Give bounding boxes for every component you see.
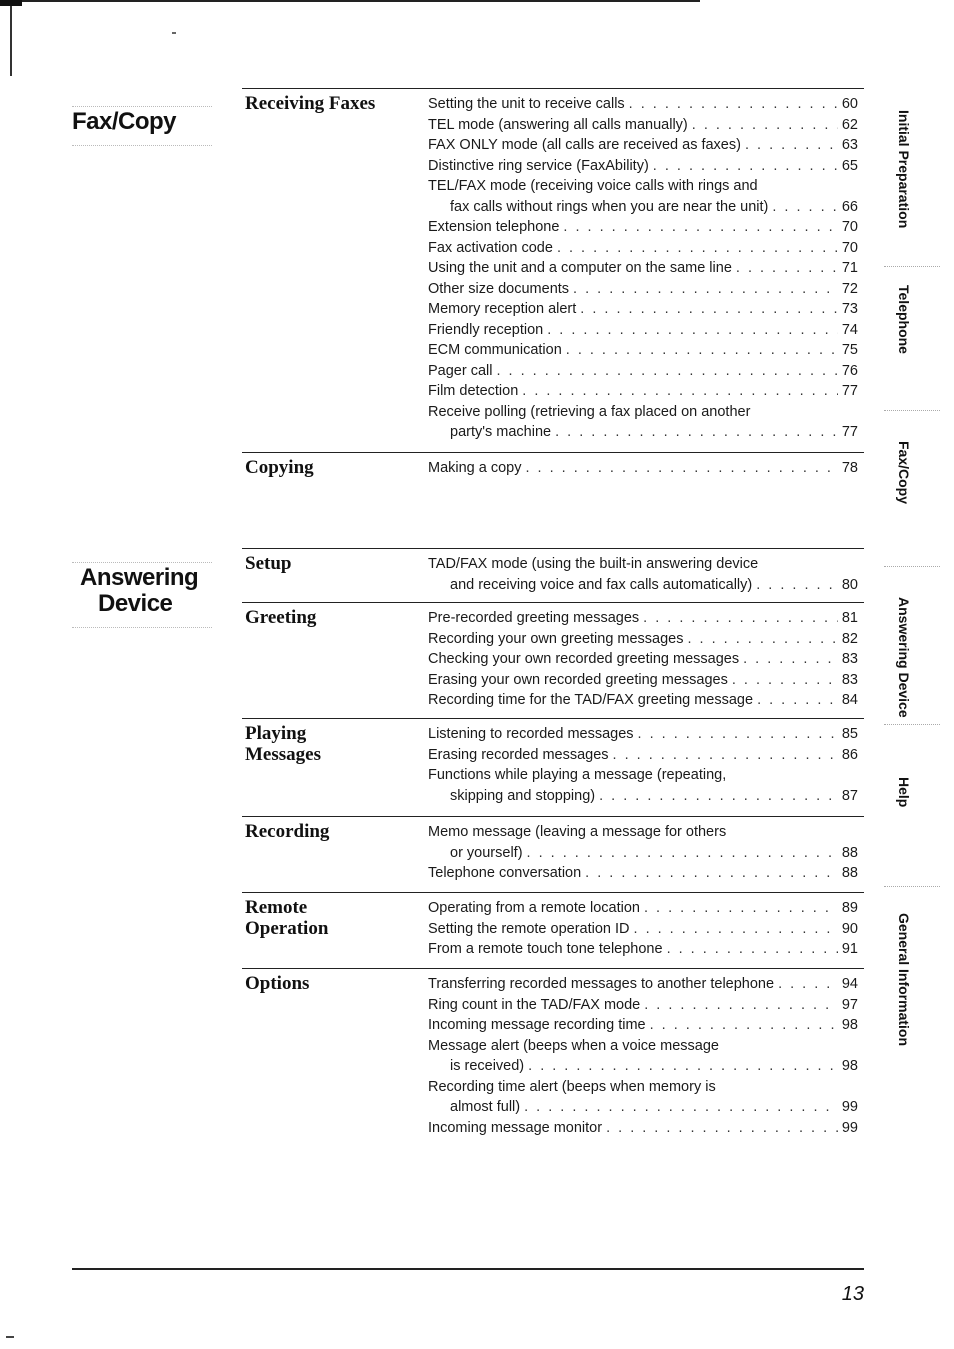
section-label-text: Fax/Copy: [72, 108, 177, 135]
entry-title: FAX ONLY mode (all calls are received as faxes): [428, 137, 741, 153]
entry-page: 85: [841, 726, 858, 742]
entry-title: Distinctive ring service (FaxAbility): [428, 157, 649, 174]
crop-mark: [0, 0, 22, 80]
entry-title: Pre-recorded greeting messages: [428, 610, 640, 626]
toc-entry[interactable]: [428, 863, 858, 884]
entry-title: Fax activation code: [428, 239, 553, 256]
entry-list: [428, 974, 858, 1138]
toc-entry[interactable]: [428, 939, 858, 960]
heading-line: Receiving Faxes: [245, 93, 376, 114]
section-label-answering-device: [72, 552, 212, 628]
toc-entry[interactable]: [428, 156, 858, 177]
dot-leader: [756, 575, 838, 596]
entry-title: Other size documents: [428, 280, 570, 297]
entry-title: Incoming message monitor: [428, 1119, 603, 1136]
entry-title: TEL/FAX mode (receiving voice calls with rings and: [428, 178, 758, 194]
dot-leader: [692, 115, 838, 136]
dot-leader: [566, 340, 838, 361]
side-tab-label: Fax/Copy: [896, 441, 912, 505]
entry-page: 73: [841, 301, 858, 317]
side-tab-telephone[interactable]: [884, 266, 940, 367]
dot-leader: [638, 724, 838, 745]
entry-page: 98: [841, 1017, 858, 1033]
entry-title-cont: and receiving voice and fax calls automatically): [450, 576, 753, 593]
dot-leader: [736, 258, 838, 279]
entry-title: Friendly reception: [428, 321, 544, 338]
entry-title: Transferring recorded messages to another telephone: [428, 976, 775, 992]
entry-title-cont: skipping and stopping): [450, 787, 596, 804]
dot-leader: [606, 1118, 838, 1139]
entry-title: Making a copy: [428, 460, 522, 476]
entry-page: 89: [841, 900, 858, 916]
toc-entry[interactable]: [428, 238, 858, 259]
entry-page: 83: [841, 671, 858, 688]
entry-title: Incoming message recording time: [428, 1017, 646, 1033]
dot-leader: [757, 690, 838, 711]
side-tab-general-information[interactable]: [884, 886, 940, 1047]
entry-title: Receive polling (retrieving a fax placed on another: [428, 403, 751, 420]
group-heading: [245, 897, 415, 939]
entry-page: 70: [841, 219, 858, 235]
section-label-fax-copy: [72, 96, 212, 146]
toc-entry[interactable]: [428, 822, 858, 863]
entry-title-cont: almost full): [450, 1099, 521, 1115]
entry-page: 88: [841, 844, 858, 861]
toc-group-options: [242, 968, 864, 1149]
side-tab-label: Help: [896, 777, 912, 808]
entry-title: Telephone conversation: [428, 865, 582, 881]
entry-list: [428, 458, 858, 479]
toc-entry[interactable]: [428, 217, 858, 238]
dot-leader: [644, 898, 838, 919]
toc-entry[interactable]: [428, 320, 858, 341]
entry-title: Checking your own recorded greeting messages: [428, 651, 740, 667]
entry-title: Functions while playing a message (repeating,: [428, 767, 727, 783]
dot-leader: [688, 629, 838, 650]
entry-title: Listening to recorded messages: [428, 726, 634, 742]
dot-leader: [778, 974, 838, 995]
entry-page: 88: [841, 865, 858, 881]
toc-entry[interactable]: [428, 381, 858, 402]
section-label-text: Device: [98, 590, 173, 617]
entry-list: [428, 608, 858, 711]
toc-entry[interactable]: [428, 898, 858, 919]
toc-entry[interactable]: [428, 995, 858, 1016]
toc-group-setup: [242, 548, 864, 601]
toc-entry[interactable]: [428, 649, 858, 670]
entry-title: Memo message (leaving a message for others: [428, 824, 727, 840]
group-heading: [245, 457, 415, 478]
heading-line: Messages: [245, 744, 321, 765]
entry-page: 81: [841, 610, 858, 626]
entry-page: 65: [841, 157, 858, 174]
side-tab-label: Telephone: [896, 285, 912, 354]
dot-leader: [743, 649, 838, 670]
dot-leader: [555, 422, 838, 443]
dot-leader: [496, 361, 837, 382]
toc-group-remote-operation: [242, 892, 864, 967]
entry-page: 77: [841, 424, 858, 440]
heading-line: Greeting: [245, 607, 317, 628]
entry-page: 75: [841, 342, 858, 358]
heading-line: Playing: [245, 723, 307, 744]
dot-leader: [547, 320, 838, 341]
heading-line: Remote: [245, 897, 308, 918]
entry-page: 66: [841, 198, 858, 215]
toc-entry[interactable]: [428, 135, 858, 156]
toc-group-greeting: [242, 602, 864, 717]
entry-title-cont: or yourself): [450, 844, 523, 861]
toc-entry[interactable]: [428, 745, 858, 766]
entry-title: Recording time alert (beeps when memory is: [428, 1078, 716, 1095]
entry-page: 97: [841, 996, 858, 1013]
toc-entry[interactable]: [428, 299, 858, 320]
entry-page: 76: [841, 362, 858, 379]
side-tab-label: General Information: [896, 913, 912, 1047]
print-speck: [6, 1336, 14, 1338]
dot-leader: [745, 135, 838, 156]
toc-entry[interactable]: [428, 1077, 858, 1118]
entry-page: 84: [841, 692, 858, 708]
section-label-text: Answering: [80, 564, 199, 591]
heading-line: Setup: [245, 553, 292, 574]
toc-entry[interactable]: [428, 608, 858, 629]
entry-page: 62: [841, 116, 858, 133]
entry-page: 99: [841, 1099, 858, 1115]
entry-page: 99: [841, 1119, 858, 1136]
entry-title: Erasing your own recorded greeting messages: [428, 671, 728, 688]
entry-title: Operating from a remote location: [428, 900, 640, 916]
dot-leader: [585, 863, 838, 884]
top-rule: [0, 0, 700, 2]
toc-entry[interactable]: [428, 919, 858, 940]
side-tab-label: Initial Preparation: [896, 110, 912, 229]
toc-entry[interactable]: [428, 340, 858, 361]
entry-page: 87: [841, 787, 858, 804]
entry-title: Setting the unit to receive calls: [428, 96, 625, 112]
group-heading: [245, 553, 415, 574]
dot-leader: [599, 786, 838, 807]
dot-leader: [732, 670, 838, 691]
entry-page: 72: [841, 280, 858, 297]
group-heading: [245, 607, 415, 628]
side-tab-fax-copy[interactable]: [884, 410, 940, 531]
group-heading: [245, 723, 415, 765]
entry-title: ECM communication: [428, 342, 562, 358]
entry-page: 94: [841, 976, 858, 992]
dot-leader: [772, 197, 837, 218]
toc-entry[interactable]: [428, 1118, 858, 1139]
dot-leader: [650, 1015, 838, 1036]
dot-leader: [644, 995, 838, 1016]
toc-group-copying: [242, 452, 864, 543]
side-tab-answering-device[interactable]: [884, 566, 940, 718]
heading-line: Recording: [245, 821, 330, 842]
toc-entry[interactable]: [428, 94, 858, 115]
heading-line: Options: [245, 973, 310, 994]
toc-entry[interactable]: [428, 974, 858, 995]
entry-list: [428, 94, 858, 443]
dot-leader: [522, 381, 838, 402]
toc-entry[interactable]: [428, 115, 858, 136]
group-heading: [245, 973, 415, 994]
entry-list: [428, 822, 858, 884]
dot-leader: [613, 745, 838, 766]
entry-page: 98: [841, 1058, 858, 1074]
dot-leader: [667, 939, 838, 960]
entry-title: Message alert (beeps when a voice message: [428, 1037, 719, 1054]
dot-leader: [643, 608, 838, 629]
entry-title: Pager call: [428, 362, 493, 379]
toc-entry[interactable]: [428, 670, 858, 691]
entry-page: 77: [841, 383, 858, 399]
entry-list: [428, 898, 858, 960]
entry-page: 63: [841, 137, 858, 153]
toc-group-playing-messages: [242, 718, 864, 815]
dot-leader: [526, 458, 838, 479]
side-tab-help[interactable]: [884, 724, 940, 875]
page-number: 13: [841, 1283, 864, 1305]
entry-page: 86: [841, 746, 858, 763]
toc-entry[interactable]: [428, 176, 858, 217]
dot-leader: [528, 1056, 838, 1077]
toc-entry[interactable]: [428, 554, 858, 595]
entry-page: 71: [841, 260, 858, 276]
entry-title: Recording your own greeting messages: [428, 630, 684, 647]
entry-page: 60: [841, 96, 858, 112]
toc-entry[interactable]: [428, 258, 858, 279]
dot-leader: [634, 919, 838, 940]
entry-list: [428, 724, 858, 806]
entry-title: From a remote touch tone telephone: [428, 941, 663, 957]
entry-title-cont: is received): [450, 1058, 525, 1074]
toc-entry[interactable]: [428, 629, 858, 650]
toc-entry[interactable]: [428, 1015, 858, 1036]
entry-title: TAD/FAX mode (using the built-in answering device: [428, 556, 759, 572]
entry-title: Extension telephone: [428, 219, 560, 235]
dot-leader: [557, 238, 838, 259]
entry-title: Memory reception alert: [428, 301, 577, 317]
entry-page: 82: [841, 630, 858, 647]
toc-entry[interactable]: [428, 690, 858, 711]
dot-leader: [653, 156, 838, 177]
heading-line: Copying: [245, 457, 314, 478]
dot-leader: [580, 299, 838, 320]
entry-title: Setting the remote operation ID: [428, 920, 630, 937]
toc-entry[interactable]: [428, 1036, 858, 1077]
entry-page: 91: [841, 941, 858, 957]
dot-leader: [527, 843, 838, 864]
print-speck: [172, 32, 176, 34]
entry-title: Film detection: [428, 383, 519, 399]
entry-page: 74: [841, 321, 858, 338]
toc-entry[interactable]: [428, 361, 858, 382]
side-tab-label: Answering Device: [896, 597, 912, 718]
toc-entry[interactable]: [428, 402, 858, 443]
dot-leader: [563, 217, 837, 238]
entry-page: 90: [841, 920, 858, 937]
entry-page: 78: [841, 460, 858, 476]
dot-leader: [524, 1097, 838, 1118]
toc-entry[interactable]: [428, 765, 858, 806]
side-tab-initial-preparation[interactable]: [884, 88, 940, 230]
entry-list: [428, 554, 858, 595]
toc-entry[interactable]: [428, 279, 858, 300]
entry-title: Using the unit and a computer on the same line: [428, 260, 732, 276]
entry-page: 83: [841, 651, 858, 667]
toc-group-receiving-faxes: [242, 88, 864, 451]
toc-group-recording: [242, 816, 864, 891]
entry-page: 80: [841, 576, 858, 593]
entry-title: Erasing recorded messages: [428, 746, 609, 763]
toc-entry[interactable]: [428, 724, 858, 745]
group-heading: [245, 821, 415, 842]
entry-title-cont: party's machine: [450, 424, 552, 440]
dot-leader: [629, 94, 838, 115]
heading-line: Operation: [245, 918, 329, 939]
bottom-rule: [72, 1268, 864, 1270]
entry-title: Recording time for the TAD/FAX greeting message: [428, 692, 754, 708]
entry-page: 70: [841, 239, 858, 256]
group-heading: [245, 93, 415, 114]
toc-entry[interactable]: [428, 458, 858, 479]
entry-title: TEL mode (answering all calls manually): [428, 116, 688, 133]
entry-title: Ring count in the TAD/FAX mode: [428, 996, 641, 1013]
entry-title-cont: fax calls without rings when you are near the unit): [450, 198, 769, 215]
dot-leader: [573, 279, 838, 300]
